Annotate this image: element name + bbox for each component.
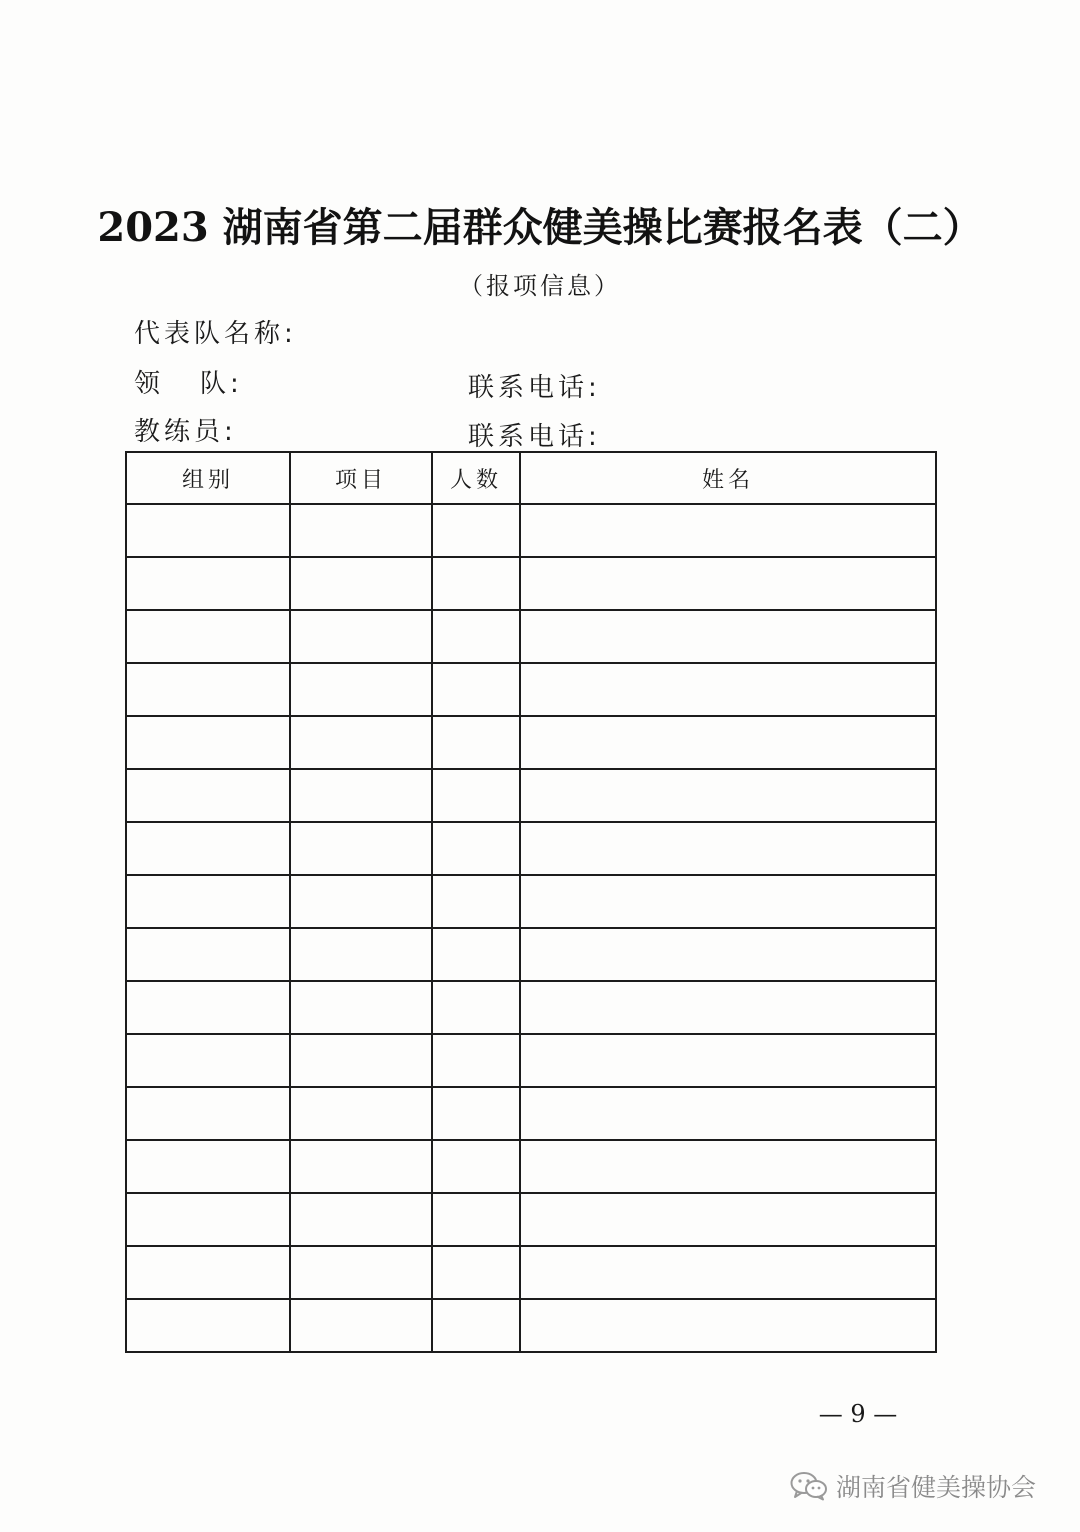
cell-group[interactable] [126,981,290,1034]
cell-group[interactable] [126,1034,290,1087]
cell-names[interactable] [520,663,936,716]
table-row [126,557,936,610]
cell-count[interactable] [432,504,520,557]
leader-label-part-2: 队: [200,369,243,399]
cell-names[interactable] [520,769,936,822]
cell-names[interactable] [520,557,936,610]
cell-count[interactable] [432,1140,520,1193]
cell-count[interactable] [432,557,520,610]
cell-group[interactable] [126,716,290,769]
header-group: 组别 [126,452,290,504]
table-row [126,981,936,1034]
cell-group[interactable] [126,928,290,981]
table-row [126,928,936,981]
leader-phone-label: 联系电话: [468,373,601,403]
table-row [126,1034,936,1087]
cell-group[interactable] [126,663,290,716]
cell-event[interactable] [290,610,432,663]
cell-event[interactable] [290,1193,432,1246]
coach-label: 教练员: [134,417,237,447]
cell-event[interactable] [290,875,432,928]
team-name-label: 代表队名称: [134,319,297,349]
form-title: 2023 湖南省第二届群众健美操比赛报名表（二） [97,204,983,251]
cell-event[interactable] [290,1299,432,1352]
table-row [126,610,936,663]
cell-names[interactable] [520,1087,936,1140]
cell-names[interactable] [520,1193,936,1246]
cell-names[interactable] [520,716,936,769]
wechat-icon [790,1471,828,1501]
cell-event[interactable] [290,1087,432,1140]
header-count: 人数 [432,452,520,504]
cell-group[interactable] [126,1087,290,1140]
cell-group[interactable] [126,822,290,875]
cell-event[interactable] [290,1034,432,1087]
cell-group[interactable] [126,610,290,663]
cell-event[interactable] [290,557,432,610]
cell-group[interactable] [126,1299,290,1352]
coach-phone-label: 联系电话: [468,422,601,452]
table-row [126,1246,936,1299]
cell-event[interactable] [290,981,432,1034]
table-row [126,769,936,822]
table-row [126,1087,936,1140]
cell-group[interactable] [126,769,290,822]
cell-count[interactable] [432,610,520,663]
table-row [126,1299,936,1352]
cell-event[interactable] [290,1246,432,1299]
cell-count[interactable] [432,822,520,875]
cell-names[interactable] [520,504,936,557]
leader-label-part-1: 领 [134,369,165,399]
cell-group[interactable] [126,504,290,557]
cell-names[interactable] [520,1246,936,1299]
header-names: 姓名 [520,452,936,504]
cell-event[interactable] [290,663,432,716]
cell-count[interactable] [432,981,520,1034]
cell-count[interactable] [432,1299,520,1352]
cell-group[interactable] [126,1140,290,1193]
cell-count[interactable] [432,1193,520,1246]
cell-group[interactable] [126,1193,290,1246]
cell-count[interactable] [432,1246,520,1299]
cell-event[interactable] [290,716,432,769]
cell-group[interactable] [126,557,290,610]
cell-event[interactable] [290,769,432,822]
cell-names[interactable] [520,928,936,981]
table-row [126,822,936,875]
cell-count[interactable] [432,875,520,928]
cell-count[interactable] [432,769,520,822]
header-event: 项目 [290,452,432,504]
table-row [126,716,936,769]
cell-count[interactable] [432,716,520,769]
table-row [126,1140,936,1193]
table-body [126,504,936,1352]
cell-event[interactable] [290,504,432,557]
table-row [126,663,936,716]
cell-names[interactable] [520,981,936,1034]
page-number: — 9 — [818,1400,898,1428]
form-subtitle: （报项信息） [459,272,621,300]
cell-names[interactable] [520,1034,936,1087]
leader-label [134,363,243,400]
cell-names[interactable] [520,1299,936,1352]
registration-table [125,451,937,1353]
watermark [790,1468,1036,1504]
watermark-text: 湖南省健美操协会 [836,1473,1037,1502]
cell-count[interactable] [432,1034,520,1087]
cell-names[interactable] [520,875,936,928]
cell-event[interactable] [290,822,432,875]
cell-event[interactable] [290,928,432,981]
cell-count[interactable] [432,663,520,716]
cell-names[interactable] [520,610,936,663]
table-row [126,504,936,557]
cell-count[interactable] [432,1087,520,1140]
cell-group[interactable] [126,1246,290,1299]
table-row [126,1193,936,1246]
cell-event[interactable] [290,1140,432,1193]
cell-names[interactable] [520,1140,936,1193]
table-header-row [126,452,936,504]
table-row [126,875,936,928]
cell-group[interactable] [126,875,290,928]
cell-names[interactable] [520,822,936,875]
cell-count[interactable] [432,928,520,981]
